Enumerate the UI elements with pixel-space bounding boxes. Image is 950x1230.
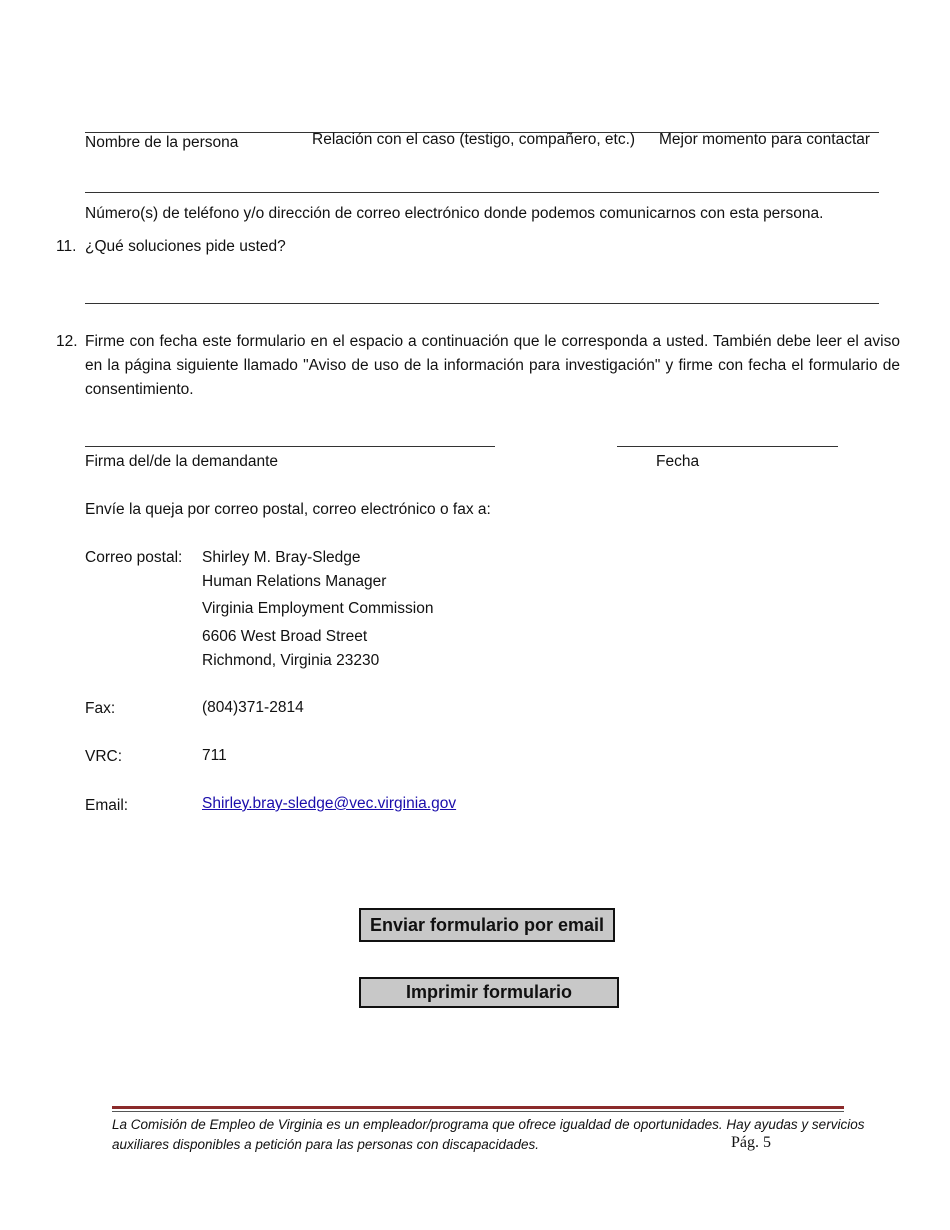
q12-text: Firme con fecha este formulario en el espacio a continuación que le corresponda a usted. También debe leer el aviso en la página siguiente llamado "Aviso de uso de la información para investigación" y firme con fecha el formulario de consentimiento.	[85, 333, 900, 398]
signature-label: Firma del/de la demandante	[85, 453, 279, 470]
footer-line-2: auxiliares disponibles a petición para las personas con discapacidades.	[112, 1137, 540, 1152]
vrc-value: 711	[202, 747, 227, 764]
footer-line-1: La Comisión de Empleo de Virginia es un empleador/programa que ofrece igualdad de oportunidades. Hay ayudas y servicios	[112, 1117, 865, 1132]
postal-line-org: Virginia Employment Commission	[202, 600, 434, 617]
footer-rule	[112, 1106, 844, 1109]
signature-line[interactable]	[85, 446, 495, 447]
email-form-button[interactable]: Enviar formulario por email	[359, 908, 615, 942]
date-label: Fecha	[656, 453, 700, 470]
q12-number: 12.	[56, 333, 78, 350]
email-label: Email:	[85, 797, 129, 814]
send-intro: Envíe la queja por correo postal, correo electrónico o fax a:	[85, 501, 491, 518]
postal-line-name: Shirley M. Bray-Sledge	[202, 549, 361, 566]
witness-name-label: Nombre de la persona	[85, 134, 239, 151]
witness-relation-label: Relación con el caso (testigo, compañero, etc.)	[312, 131, 636, 148]
postal-line-street: 6606 West Broad Street	[202, 628, 368, 645]
postal-line-city: Richmond, Virginia 23230	[202, 652, 380, 669]
fax-value: (804)371-2814	[202, 699, 304, 716]
email-link[interactable]: Shirley.bray-sledge@vec.virginia.gov	[202, 795, 457, 812]
q11-text: ¿Qué soluciones pide usted?	[85, 238, 286, 255]
witness-phone-line[interactable]	[85, 192, 879, 193]
q11-number: 11.	[56, 238, 77, 255]
date-line[interactable]	[617, 446, 838, 447]
vrc-label: VRC:	[85, 748, 123, 765]
postal-line-title: Human Relations Manager	[202, 573, 387, 590]
footer-rule-thin	[112, 1111, 844, 1112]
page-number: Pág. 5	[731, 1134, 771, 1151]
witness-best-time-label: Mejor momento para contactar	[659, 131, 871, 148]
fax-label: Fax:	[85, 700, 116, 717]
print-form-button[interactable]: Imprimir formulario	[359, 977, 619, 1008]
q11-answer-line[interactable]	[85, 303, 879, 304]
postal-label: Correo postal:	[85, 549, 183, 566]
witness-phone-label: Número(s) de teléfono y/o dirección de correo electrónico donde podemos comunicarnos con esta persona.	[85, 205, 824, 222]
